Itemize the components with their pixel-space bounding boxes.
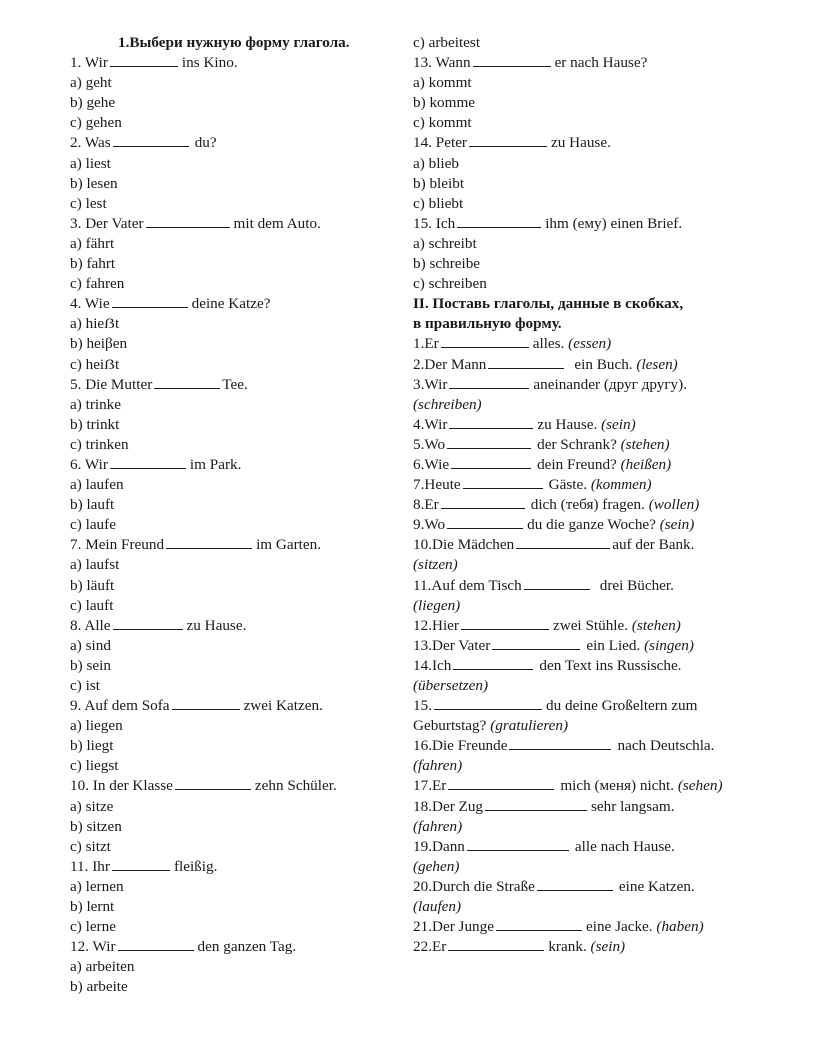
answer-blank[interactable] [457, 214, 541, 228]
question-text-end: zehn Schüler. [254, 777, 337, 795]
item-18-hint: (fahren) [413, 817, 463, 835]
item-text: 9.Wo [413, 516, 446, 534]
verb-hint: (sehen) [677, 777, 723, 795]
question-text: 6. Wir [70, 455, 108, 473]
option-8c: c) ist [70, 677, 100, 694]
option-9c: c) liegst [70, 757, 119, 775]
answer-blank[interactable] [447, 435, 531, 449]
option-1c: c) gehen [70, 114, 122, 132]
section2-title: II. Поставь глаголы, данные в скобках, [413, 295, 684, 313]
answer-blank[interactable] [448, 776, 554, 790]
verb-hint: (stehen) [631, 616, 681, 634]
item-text: 7.Heute [413, 476, 461, 494]
question-text: 4. Wie [70, 295, 110, 313]
answer-blank[interactable] [175, 776, 251, 790]
item-text-end: alles. [532, 335, 565, 353]
answer-blank[interactable] [441, 495, 525, 509]
section1-title: 1.Выбери нужную форму глагола. [118, 34, 350, 51]
item-text: 21.Der Junge [413, 918, 494, 936]
option-11c: c) lerne [70, 918, 116, 936]
question-text-end: zu Hause. [186, 616, 247, 634]
item-20-hint: (laufen) [413, 898, 462, 916]
question-text-end: im Park. [189, 455, 242, 473]
answer-blank[interactable] [516, 535, 610, 549]
answer-blank[interactable] [496, 917, 582, 931]
question-text: 15. Ich [413, 214, 456, 232]
option-3c: c) fahren [70, 275, 125, 293]
option-7b: b) läuft [70, 576, 115, 594]
verb-hint: (stehen) [620, 435, 670, 453]
answer-blank[interactable] [113, 616, 183, 630]
question-15 [413, 214, 823, 234]
question-14 [413, 133, 823, 153]
option-12c: c) arbeitest [413, 34, 481, 51]
item-14 [413, 656, 823, 676]
verb-hint: (wollen) [648, 496, 700, 514]
item-21 [413, 917, 823, 937]
answer-blank[interactable] [118, 937, 194, 951]
item-text-end: dich (тебя) fragen. [530, 496, 645, 514]
verb-hint: (sein) [659, 516, 695, 534]
verb-hint: (kommen) [590, 476, 652, 494]
item-text-cont: Geburtstag? [413, 717, 487, 735]
option-6b: b) lauft [70, 496, 115, 514]
answer-blank[interactable] [434, 696, 542, 710]
item-text: 14.Ich [413, 656, 452, 674]
option-15a: a) schreibt [413, 234, 477, 252]
option-12b: b) arbeite [70, 978, 128, 996]
item-text: 8.Er [413, 496, 439, 514]
item-3-hint: (schreiben) [413, 395, 482, 413]
item-text-end: eine Katzen. [618, 877, 695, 895]
option-2a: a) liest [70, 154, 111, 172]
question-text-end: deine Katze? [191, 295, 271, 313]
question-text: 2. Was [70, 134, 111, 152]
answer-blank[interactable] [172, 696, 240, 710]
item-text: 10.Die Mädchen [413, 536, 515, 554]
answer-blank[interactable] [146, 214, 230, 228]
question-3 [70, 214, 400, 234]
question-2 [70, 133, 400, 153]
question-12 [70, 937, 400, 957]
answer-blank[interactable] [448, 937, 544, 951]
question-text: 8. Alle [70, 616, 111, 634]
item-text-end: dein Freund? [537, 455, 617, 473]
answer-blank[interactable] [113, 133, 189, 147]
question-text-end: ins Kino. [181, 54, 238, 72]
item-text: 5.Wo [413, 435, 446, 453]
item-text-end: ein Buch. [574, 355, 633, 373]
answer-blank[interactable] [467, 837, 569, 851]
item-4 [413, 415, 823, 435]
item-6 [413, 455, 823, 475]
question-text-end: im Garten. [256, 536, 322, 554]
option-15b: b) schreibe [413, 255, 481, 273]
item-text: 17.Er [413, 777, 447, 795]
item-text-end: aneinander (друг другу). [533, 375, 688, 393]
item-14-hint: (übersetzen) [413, 677, 489, 694]
option-3a: a) fährt [70, 234, 115, 252]
question-13 [413, 53, 823, 73]
item-text: 13.Der Vater [413, 636, 491, 654]
item-text-end: du deine Großeltern zum [545, 697, 698, 715]
verb-hint: (haben) [656, 918, 704, 936]
answer-blank[interactable] [463, 475, 543, 489]
section2-title-cont: в правильную форму. [413, 315, 562, 333]
item-19 [413, 837, 823, 857]
option-9b: b) liegt [70, 737, 114, 755]
answer-blank[interactable] [524, 576, 590, 590]
item-text-end: nach Deutschla. [617, 737, 715, 755]
question-8 [70, 616, 400, 636]
option-14c: c) bliebt [413, 194, 464, 212]
option-1a: a) geht [70, 74, 112, 92]
item-text: 12.Hier [413, 616, 459, 634]
question-text: 3. Der Vater [70, 214, 144, 232]
item-text: 16.Die Freunde [413, 737, 508, 755]
question-6 [70, 455, 400, 475]
answer-blank[interactable] [469, 133, 547, 147]
item-text-end: sehr langsam. [591, 797, 675, 815]
option-4a: a) hieẞt [70, 315, 120, 333]
item-text: 4.Wir [413, 415, 448, 433]
option-4c: c) heiẞt [70, 355, 120, 373]
item-19-hint: (gehen) [413, 857, 460, 875]
option-10a: a) sitze [70, 797, 114, 815]
answer-blank[interactable] [110, 53, 178, 67]
answer-blank[interactable] [449, 415, 533, 429]
verb-hint: (sein) [601, 415, 636, 433]
option-5b: b) trinkt [70, 415, 120, 433]
item-22 [413, 937, 823, 957]
item-17 [413, 776, 823, 796]
answer-blank[interactable] [451, 455, 531, 469]
question-text-end: den ganzen Tag. [197, 938, 297, 956]
question-text: 5. Die Mutter [70, 375, 153, 393]
item-text-end: drei Bücher. [599, 576, 674, 594]
verb-hint: (heißen) [620, 455, 672, 473]
answer-blank[interactable] [154, 375, 220, 389]
question-text-end: ihm (ему) einen Brief. [545, 214, 683, 232]
item-text-end: der Schrank? [537, 435, 617, 453]
item-text-end: zu Hause. [537, 415, 598, 433]
answer-blank[interactable] [441, 334, 529, 348]
option-2c: c) lest [70, 194, 107, 212]
item-text: 20.Durch die Straße [413, 877, 535, 895]
answer-blank[interactable] [166, 535, 252, 549]
question-text: 13. Wann [413, 54, 471, 72]
option-2b: b) lesen [70, 174, 118, 192]
answer-blank[interactable] [537, 877, 613, 891]
question-text: 12. Wir [70, 938, 116, 956]
option-3b: b) fahrt [70, 255, 116, 273]
option-15c: c) schreiben [413, 275, 487, 293]
answer-blank[interactable] [110, 455, 186, 469]
question-1 [70, 53, 400, 73]
question-11 [70, 857, 400, 877]
question-9 [70, 696, 400, 716]
answer-blank[interactable] [485, 797, 587, 811]
option-8a: a) sind [70, 636, 111, 654]
answer-blank[interactable] [112, 857, 170, 871]
item-text: 2.Der Mann [413, 355, 487, 373]
answer-blank[interactable] [453, 656, 533, 670]
question-text-end: zu Hause. [551, 134, 611, 152]
option-9a: a) liegen [70, 717, 123, 735]
item-10-hint: (sitzen) [413, 556, 458, 574]
item-8 [413, 495, 823, 515]
item-text-end: mich (меня) nicht. [560, 777, 675, 795]
option-4b: b) heiβen [70, 335, 128, 353]
question-5 [70, 375, 400, 395]
left-column [70, 33, 400, 998]
item-text-end: krank. [548, 938, 587, 956]
item-text-end: zwei Stühle. [552, 616, 629, 634]
option-5c: c) trinken [70, 435, 129, 453]
option-13a: a) kommt [413, 74, 472, 92]
answer-blank[interactable] [492, 636, 580, 650]
item-text-end: du die ganze Woche? [527, 516, 656, 534]
verb-hint: (singen) [644, 636, 694, 654]
verb-hint: (gratulieren) [490, 717, 569, 735]
item-11-hint: (liegen) [413, 596, 461, 614]
right-column [413, 33, 823, 957]
option-14a: a) blieb [413, 154, 459, 172]
item-text: 15. [413, 697, 432, 715]
question-text-end: zwei Katzen. [243, 697, 323, 715]
question-text: 1. Wir [70, 54, 108, 72]
item-text: 1.Er [413, 335, 439, 353]
item-text-end: alle nach Hause. [574, 837, 675, 855]
answer-blank[interactable] [449, 375, 529, 389]
option-8b: b) sein [70, 656, 111, 674]
item-text: 11.Auf dem Tisch [413, 576, 522, 594]
question-text-end: Tee. [222, 375, 248, 393]
item-text: 6.Wie [413, 455, 450, 473]
question-text-end: er nach Hause? [554, 54, 648, 72]
answer-blank[interactable] [447, 515, 523, 529]
item-text-end: Gäste. [548, 476, 588, 494]
option-10b: b) sitzen [70, 817, 122, 835]
question-text: 9. Auf dem Sofa [70, 697, 170, 715]
item-3 [413, 375, 823, 395]
option-7c: c) lauft [70, 596, 114, 614]
item-16-hint: (fahren) [413, 757, 463, 775]
option-11a: a) lernen [70, 877, 124, 895]
item-9 [413, 515, 823, 535]
item-13 [413, 636, 823, 656]
item-7 [413, 475, 823, 495]
option-6c: c) laufe [70, 516, 116, 534]
verb-hint: (sein) [590, 938, 626, 956]
answer-blank[interactable] [509, 736, 611, 750]
item-text-end: eine Jacke. [585, 918, 653, 936]
item-5 [413, 435, 823, 455]
question-text: 10. In der Klasse [70, 777, 173, 795]
question-text-end: du? [194, 134, 217, 152]
option-6a: a) laufen [70, 476, 124, 494]
option-7a: a) laufst [70, 556, 120, 574]
option-13c: c) kommt [413, 114, 472, 132]
item-text: 19.Dann [413, 837, 465, 855]
question-10 [70, 776, 400, 796]
item-12 [413, 616, 823, 636]
option-5a: a) trinke [70, 395, 122, 413]
answer-blank[interactable] [461, 616, 549, 630]
item-15 [413, 696, 823, 716]
item-15-cont [413, 716, 823, 736]
verb-hint: (lesen) [636, 355, 678, 373]
question-text: 11. Ihr [70, 857, 110, 875]
item-20 [413, 877, 823, 897]
item-text: 18.Der Zug [413, 797, 484, 815]
option-1b: b) gehe [70, 94, 116, 112]
option-11b: b) lernt [70, 898, 115, 916]
item-text-end: auf der Bank. [612, 536, 695, 554]
item-1 [413, 334, 823, 354]
option-10c: c) sitzt [70, 837, 111, 855]
verb-hint: (essen) [568, 335, 612, 353]
answer-blank[interactable] [112, 294, 188, 308]
item-11 [413, 576, 823, 596]
question-text: 14. Peter [413, 134, 467, 152]
item-text: 3.Wir [413, 375, 448, 393]
question-text-end: mit dem Auto. [233, 214, 321, 232]
item-16 [413, 736, 823, 756]
item-2 [413, 355, 823, 375]
item-text-end: ein Lied. [586, 636, 641, 654]
question-4 [70, 294, 400, 314]
item-text-end: den Text ins Russische. [539, 656, 682, 674]
question-7 [70, 535, 400, 555]
answer-blank[interactable] [473, 53, 551, 67]
item-18 [413, 797, 823, 817]
item-text: 22.Er [413, 938, 447, 956]
option-14b: b) bleibt [413, 174, 465, 192]
item-10 [413, 535, 823, 555]
option-12a: a) arbeiten [70, 958, 135, 976]
question-text-end: fleißig. [173, 857, 218, 875]
option-13b: b) komme [413, 94, 476, 112]
answer-blank[interactable] [488, 355, 564, 369]
question-text: 7. Mein Freund [70, 536, 165, 554]
